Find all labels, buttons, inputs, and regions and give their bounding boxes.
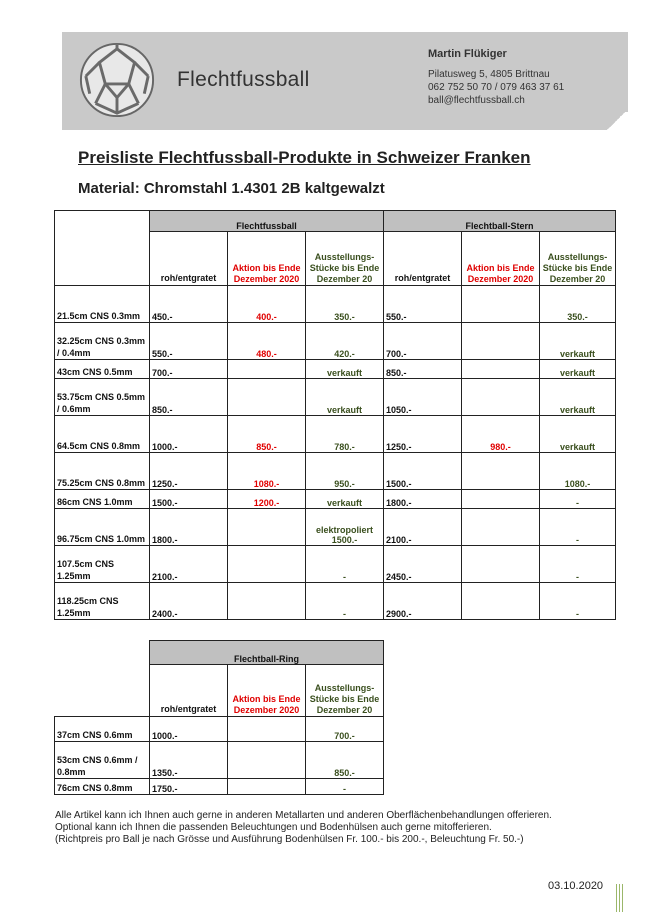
price-aktion: [462, 453, 540, 490]
footer-notes: [55, 810, 617, 846]
table-row: [55, 509, 616, 546]
price-ausstellung: verkauft: [540, 360, 616, 379]
price-aktion: 1080.-: [228, 453, 306, 490]
table-row: [55, 416, 616, 453]
table-row: [55, 583, 616, 620]
price-roh: 850.-: [150, 379, 228, 416]
col-header-aktion: Aktion bis Ende Dezember 2020: [462, 232, 540, 286]
col-header-ausstellung: Ausstellungs-Stücke bis Ende Dezember 20: [306, 665, 384, 717]
price-aktion: [228, 717, 306, 742]
price-roh: 1800.-: [150, 509, 228, 546]
row-label: 53cm CNS 0.6mm / 0.8mm: [55, 742, 150, 779]
price-roh: 450.-: [150, 286, 228, 323]
table-row: [55, 546, 616, 583]
price-ausstellung: 1080.-: [540, 453, 616, 490]
price-roh: 550.-: [150, 323, 228, 360]
col-header-roh: roh/entgratet: [384, 232, 462, 286]
price-aktion: 1200.-: [228, 490, 306, 509]
material-subtitle: Material: Chromstahl 1.4301 2B kaltgewalzt: [78, 180, 385, 197]
price-aktion: 400.-: [228, 286, 306, 323]
row-label: 76cm CNS 0.8mm: [55, 779, 150, 795]
price-aktion: [462, 379, 540, 416]
footer-line-2: Optional kann ich Ihnen die passenden Beleuchtungen und Bodenhülsen auch gerne mitofferieren.: [55, 822, 492, 833]
contact-name: Martin Flükiger: [428, 48, 507, 60]
document-date: 03.10.2020: [548, 880, 604, 892]
price-ausstellung: verkauft: [306, 360, 384, 379]
price-table-main: [54, 210, 616, 620]
row-label: 96.75cm CNS 1.0mm: [55, 509, 150, 546]
contact-email[interactable]: ball@flechtfussball.ch: [428, 95, 525, 106]
row-label: 21.5cm CNS 0.3mm: [55, 286, 150, 323]
price-aktion: [228, 360, 306, 379]
table-row: [55, 323, 616, 360]
price-ausstellung: verkauft: [540, 323, 616, 360]
price-aktion: [228, 546, 306, 583]
price-roh: 700.-: [150, 360, 228, 379]
contact-block: [428, 48, 564, 107]
price-aktion: [462, 286, 540, 323]
price-ausstellung: -: [540, 546, 616, 583]
table-row: [55, 453, 616, 490]
price-roh: 1500.-: [150, 490, 228, 509]
price-roh: 1500.-: [384, 453, 462, 490]
row-label: 43cm CNS 0.5mm: [55, 360, 150, 379]
price-ausstellung: 350.-: [540, 286, 616, 323]
price-roh: 850.-: [384, 360, 462, 379]
price-aktion: 850.-: [228, 416, 306, 453]
footer-line-1: Alle Artikel kann ich Ihnen auch gerne in anderen Metallarten und anderen Oberflächenbehandlungen offerieren.: [55, 810, 552, 821]
price-roh: 1800.-: [384, 490, 462, 509]
group-header-flechtfussball: Flechtfussball: [150, 211, 384, 232]
row-label: 118.25cm CNS 1.25mm: [55, 583, 150, 620]
contact-phone: 062 752 50 70 / 079 463 37 61: [428, 82, 565, 93]
price-ausstellung: -: [540, 509, 616, 546]
table-row: [55, 379, 616, 416]
price-ausstellung: -: [540, 583, 616, 620]
price-aktion: [228, 583, 306, 620]
price-roh: 1750.-: [150, 779, 228, 795]
price-ausstellung: 950.-: [306, 453, 384, 490]
row-label: 75.25cm CNS 0.8mm: [55, 453, 150, 490]
price-ausstellung: elektropoliert 1500.-: [306, 509, 384, 546]
price-ausstellung: 350.-: [306, 286, 384, 323]
header-corner-decoration: [604, 112, 628, 130]
price-aktion: 480.-: [228, 323, 306, 360]
col-header-roh: roh/entgratet: [150, 665, 228, 717]
group-header-flechtball-ring: Flechtball-Ring: [150, 641, 384, 665]
price-ausstellung: -: [306, 546, 384, 583]
price-aktion: [462, 490, 540, 509]
col-header-ausstellung: Ausstellungs-Stücke bis Ende Dezember 20: [540, 232, 616, 286]
table-row: [55, 779, 384, 795]
price-ausstellung: verkauft: [540, 379, 616, 416]
letterhead: [62, 32, 628, 130]
row-label: 86cm CNS 1.0mm: [55, 490, 150, 509]
table-row: [55, 717, 384, 742]
price-ausstellung: -: [540, 490, 616, 509]
table-row: [55, 742, 384, 779]
price-ausstellung: -: [306, 779, 384, 795]
group-header-flechtball-stern: Flechtball-Stern: [384, 211, 616, 232]
price-roh: 1000.-: [150, 717, 228, 742]
row-label: 37cm CNS 0.6mm: [55, 717, 150, 742]
price-roh: 2450.-: [384, 546, 462, 583]
price-ausstellung: verkauft: [306, 490, 384, 509]
price-roh: 1050.-: [384, 379, 462, 416]
price-ausstellung: -: [306, 583, 384, 620]
price-aktion: [228, 509, 306, 546]
page-title: Preisliste Flechtfussball-Produkte in Schweizer Franken: [78, 148, 531, 167]
table-row: [55, 490, 616, 509]
price-ausstellung: verkauft: [306, 379, 384, 416]
price-roh: 2400.-: [150, 583, 228, 620]
price-aktion: [228, 379, 306, 416]
table-row: [55, 360, 616, 379]
price-aktion: [228, 779, 306, 795]
woven-ball-logo: [78, 41, 156, 119]
corner-cell: [55, 211, 150, 286]
price-ausstellung: 700.-: [306, 717, 384, 742]
row-label: 53.75cm CNS 0.5mm / 0.6mm: [55, 379, 150, 416]
col-header-aktion: Aktion bis Ende Dezember 2020: [228, 665, 306, 717]
price-aktion: 980.-: [462, 416, 540, 453]
price-ausstellung: 850.-: [306, 742, 384, 779]
col-header-roh: roh/entgratet: [150, 232, 228, 286]
price-ausstellung: 420.-: [306, 323, 384, 360]
price-ausstellung: verkauft: [540, 416, 616, 453]
price-roh: 2900.-: [384, 583, 462, 620]
price-roh: 550.-: [384, 286, 462, 323]
col-header-ausstellung: Ausstellungs-Stücke bis Ende Dezember 20: [306, 232, 384, 286]
price-roh: 2100.-: [384, 509, 462, 546]
corner-stripes-decoration: [616, 884, 624, 912]
price-roh: 1350.-: [150, 742, 228, 779]
contact-address: Pilatusweg 5, 4805 Brittnau: [428, 69, 550, 80]
price-roh: 2100.-: [150, 546, 228, 583]
row-label: 64.5cm CNS 0.8mm: [55, 416, 150, 453]
price-aktion: [462, 546, 540, 583]
price-aktion: [462, 509, 540, 546]
price-roh: 1250.-: [150, 453, 228, 490]
col-header-aktion: Aktion bis Ende Dezember 2020: [228, 232, 306, 286]
price-aktion: [228, 742, 306, 779]
price-aktion: [462, 360, 540, 379]
row-label: 32.25cm CNS 0.3mm / 0.4mm: [55, 323, 150, 360]
price-aktion: [462, 323, 540, 360]
price-roh: 1250.-: [384, 416, 462, 453]
brand-name: Flechtfussball: [177, 68, 310, 91]
price-table-ring: [54, 640, 384, 795]
row-label: 107.5cm CNS 1.25mm: [55, 546, 150, 583]
price-roh: 1000.-: [150, 416, 228, 453]
footer-line-3: (Richtpreis pro Ball je nach Grösse und Ausführung Bodenhülsen Fr. 100.- bis 200.-, Beleuchtung Fr. 50.-): [55, 834, 524, 845]
price-aktion: [462, 583, 540, 620]
table-row: [55, 286, 616, 323]
price-ausstellung: 780.-: [306, 416, 384, 453]
corner-cell: [55, 641, 150, 717]
price-roh: 700.-: [384, 323, 462, 360]
